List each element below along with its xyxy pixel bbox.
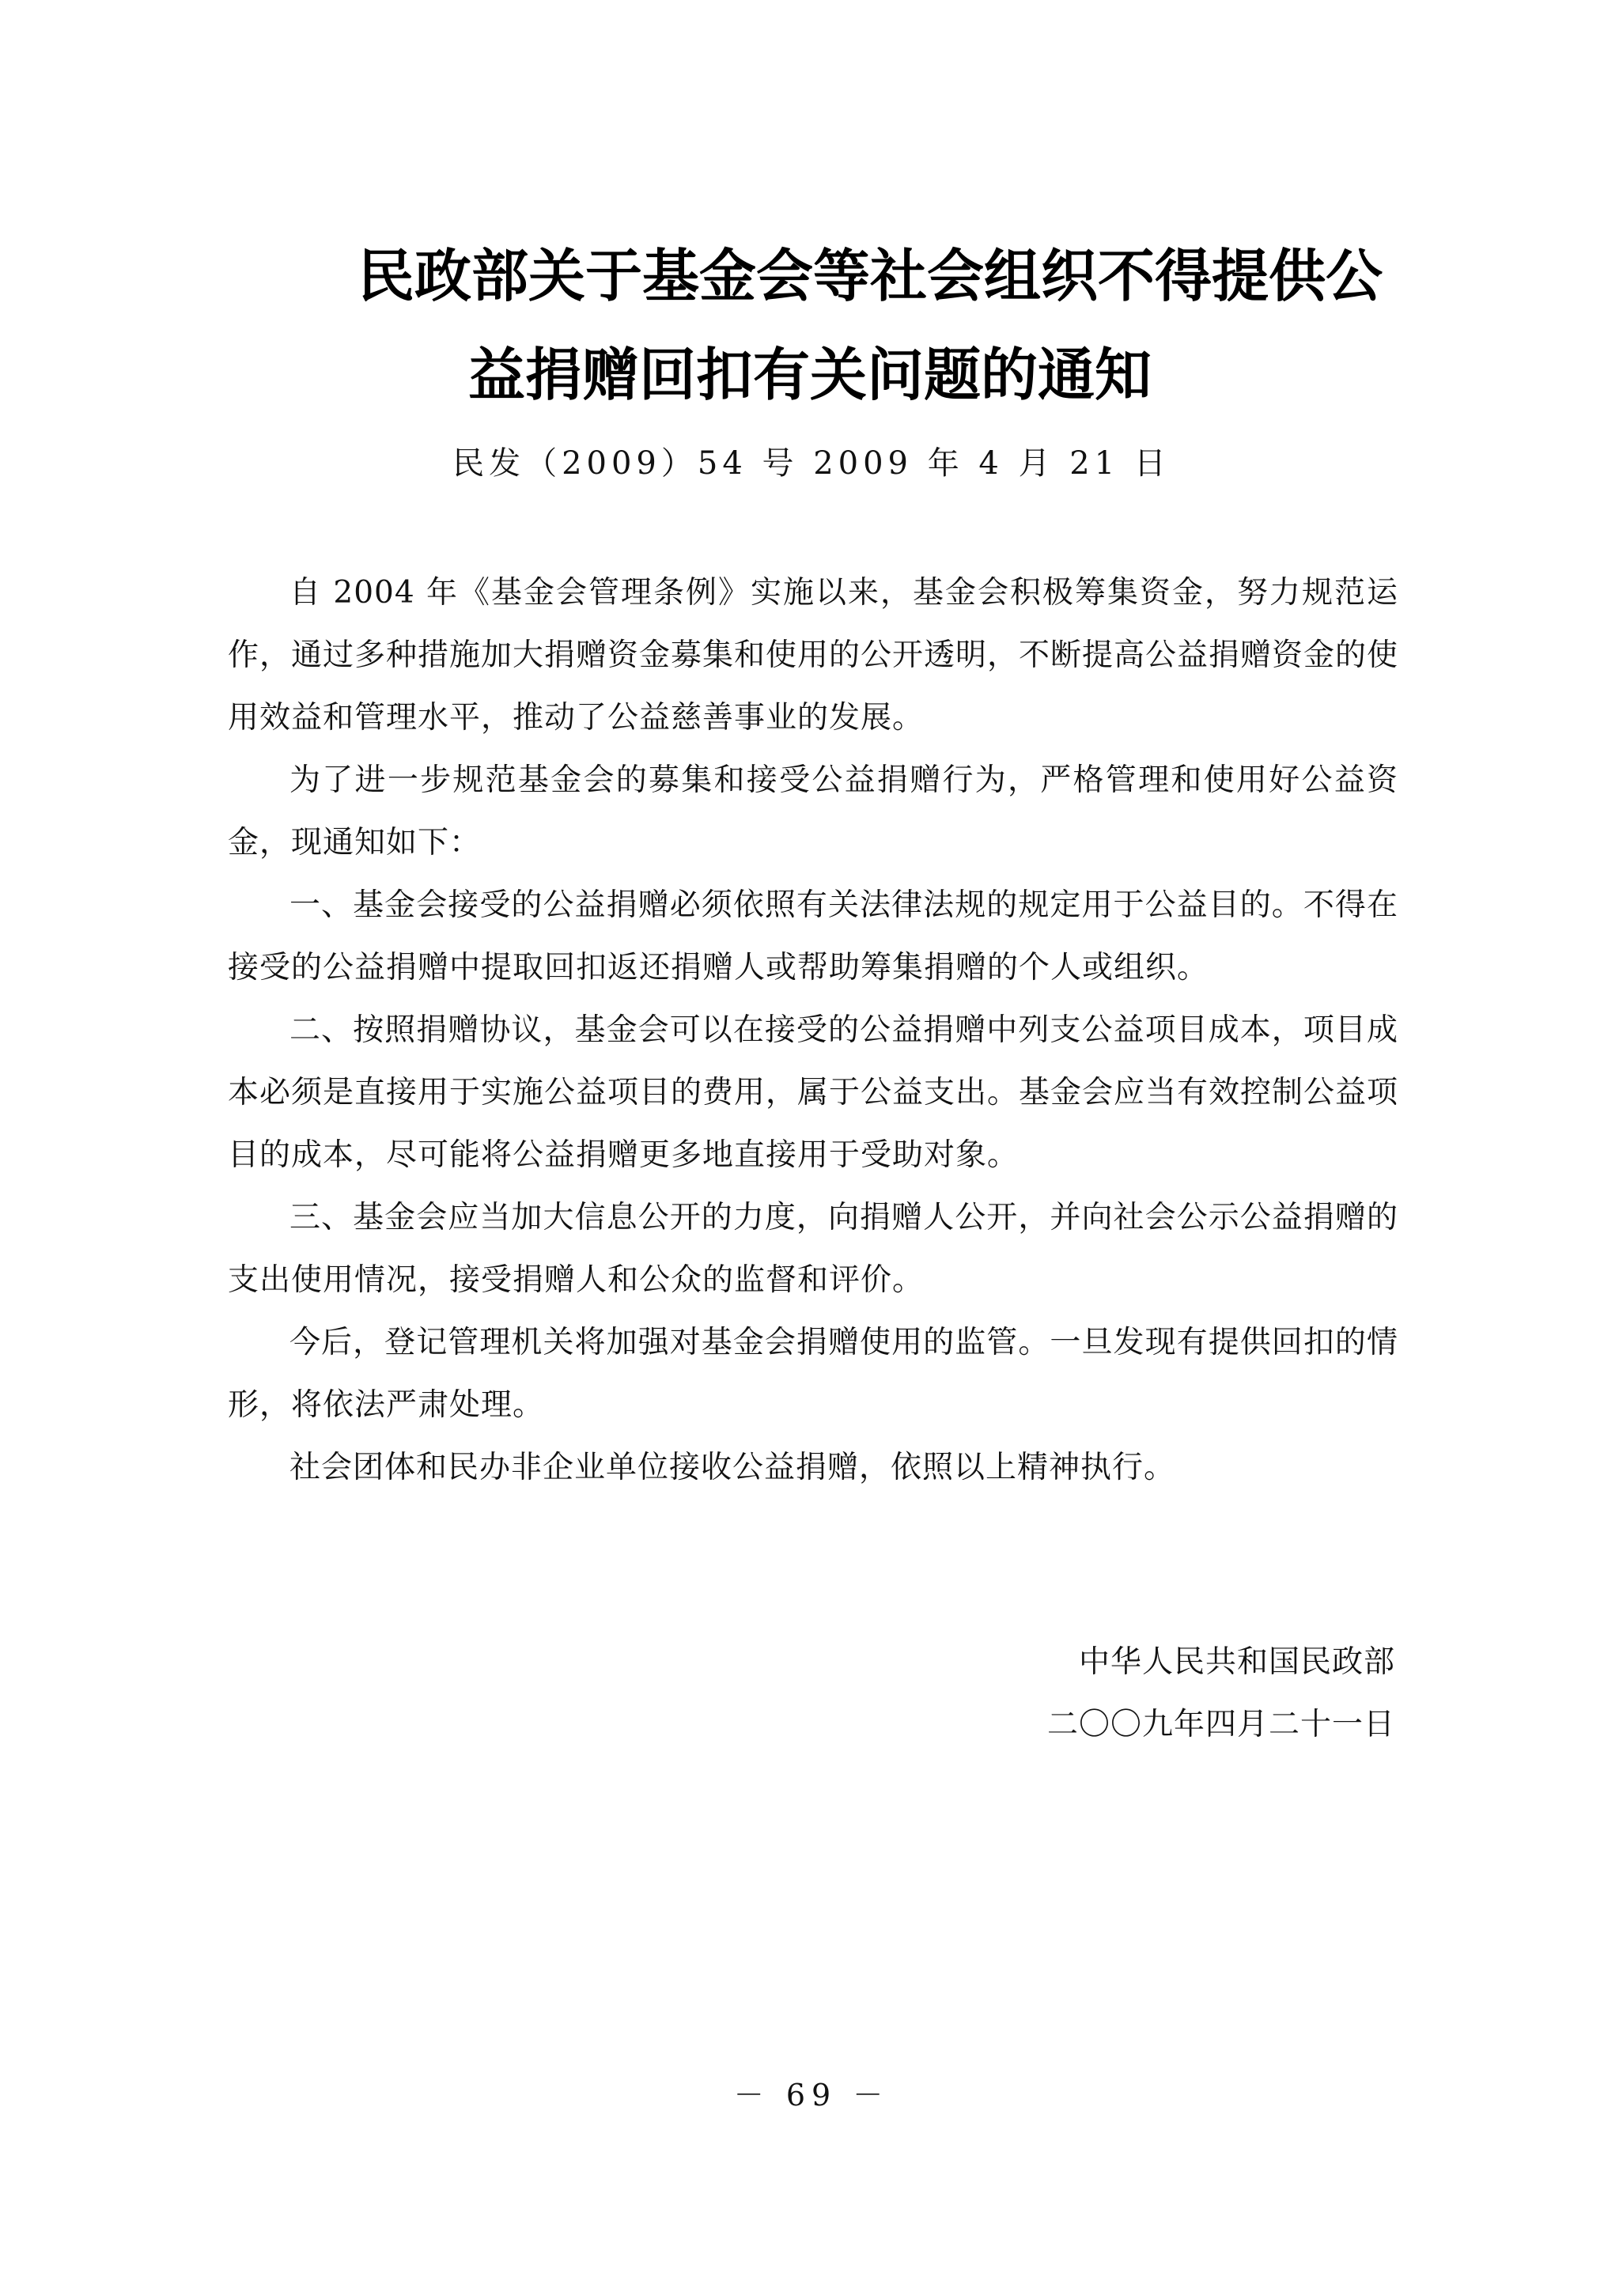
paragraph-item-2: 二、按照捐赠协议，基金会可以在接受的公益捐赠中列支公益项目成本，项目成本必须是直接用于实施公益项目的费用，属于公益支出。基金会应当有效控制公益项目的成本，尽可能将公益捐赠更多地直接用于受助对象。 [228,1012,1399,1173]
paragraph-item-3: 三、基金会应当加大信息公开的力度，向捐赠人公开，并向社会公示公益捐赠的支出使用情况，接受捐赠人和公众的监督和评价。 [228,1200,1398,1298]
paragraph-supervision: 今后，登记管理机关将加强对基金会捐赠使用的监管。一旦发现有提供回扣的情形，将依法严肃处理。 [228,1325,1398,1423]
document-title-line-1: 民政部关于基金会等社会组织不得提供公 [358,243,1383,309]
paragraph-scope: 社会团体和民办非企业单位接收公益捐赠，依照以上精神执行。 [289,1450,1176,1485]
document-number: 民发（2009）54 号 2009 年 4 月 21 日 [452,445,1171,482]
page-number: － 69 － [733,2078,890,2113]
paragraph-purpose: 为了进一步规范基金会的募集和接受公益捐赠行为，严格管理和使用好公益资金，现通知如下： [228,762,1398,861]
signature-block [1047,1631,1395,1756]
signature-date: 二〇〇九年四月二十一日 [1046,1707,1395,1742]
document-body [228,562,1398,1499]
signature-organization: 中华人民共和国民政部 [1078,1644,1395,1680]
paragraph-item-1: 一、基金会接受的公益捐赠必须依照有关法律法规的规定用于公益目的。不得在接受的公益捐赠中提取回扣返还捐赠人或帮助筹集捐赠的个人或组织。 [228,887,1398,985]
document-title-line-2: 益捐赠回扣有关问题的通知 [468,342,1152,408]
paragraph-intro: 自 2004 年《基金会管理条例》实施以来，基金会积极筹集资金，努力规范运作，通过多种措施加大捐赠资金募集和使用的公开透明，不断提高公益捐赠资金的使用效益和管理水平，推动了公益慈善事业的发展。 [228,575,1399,736]
